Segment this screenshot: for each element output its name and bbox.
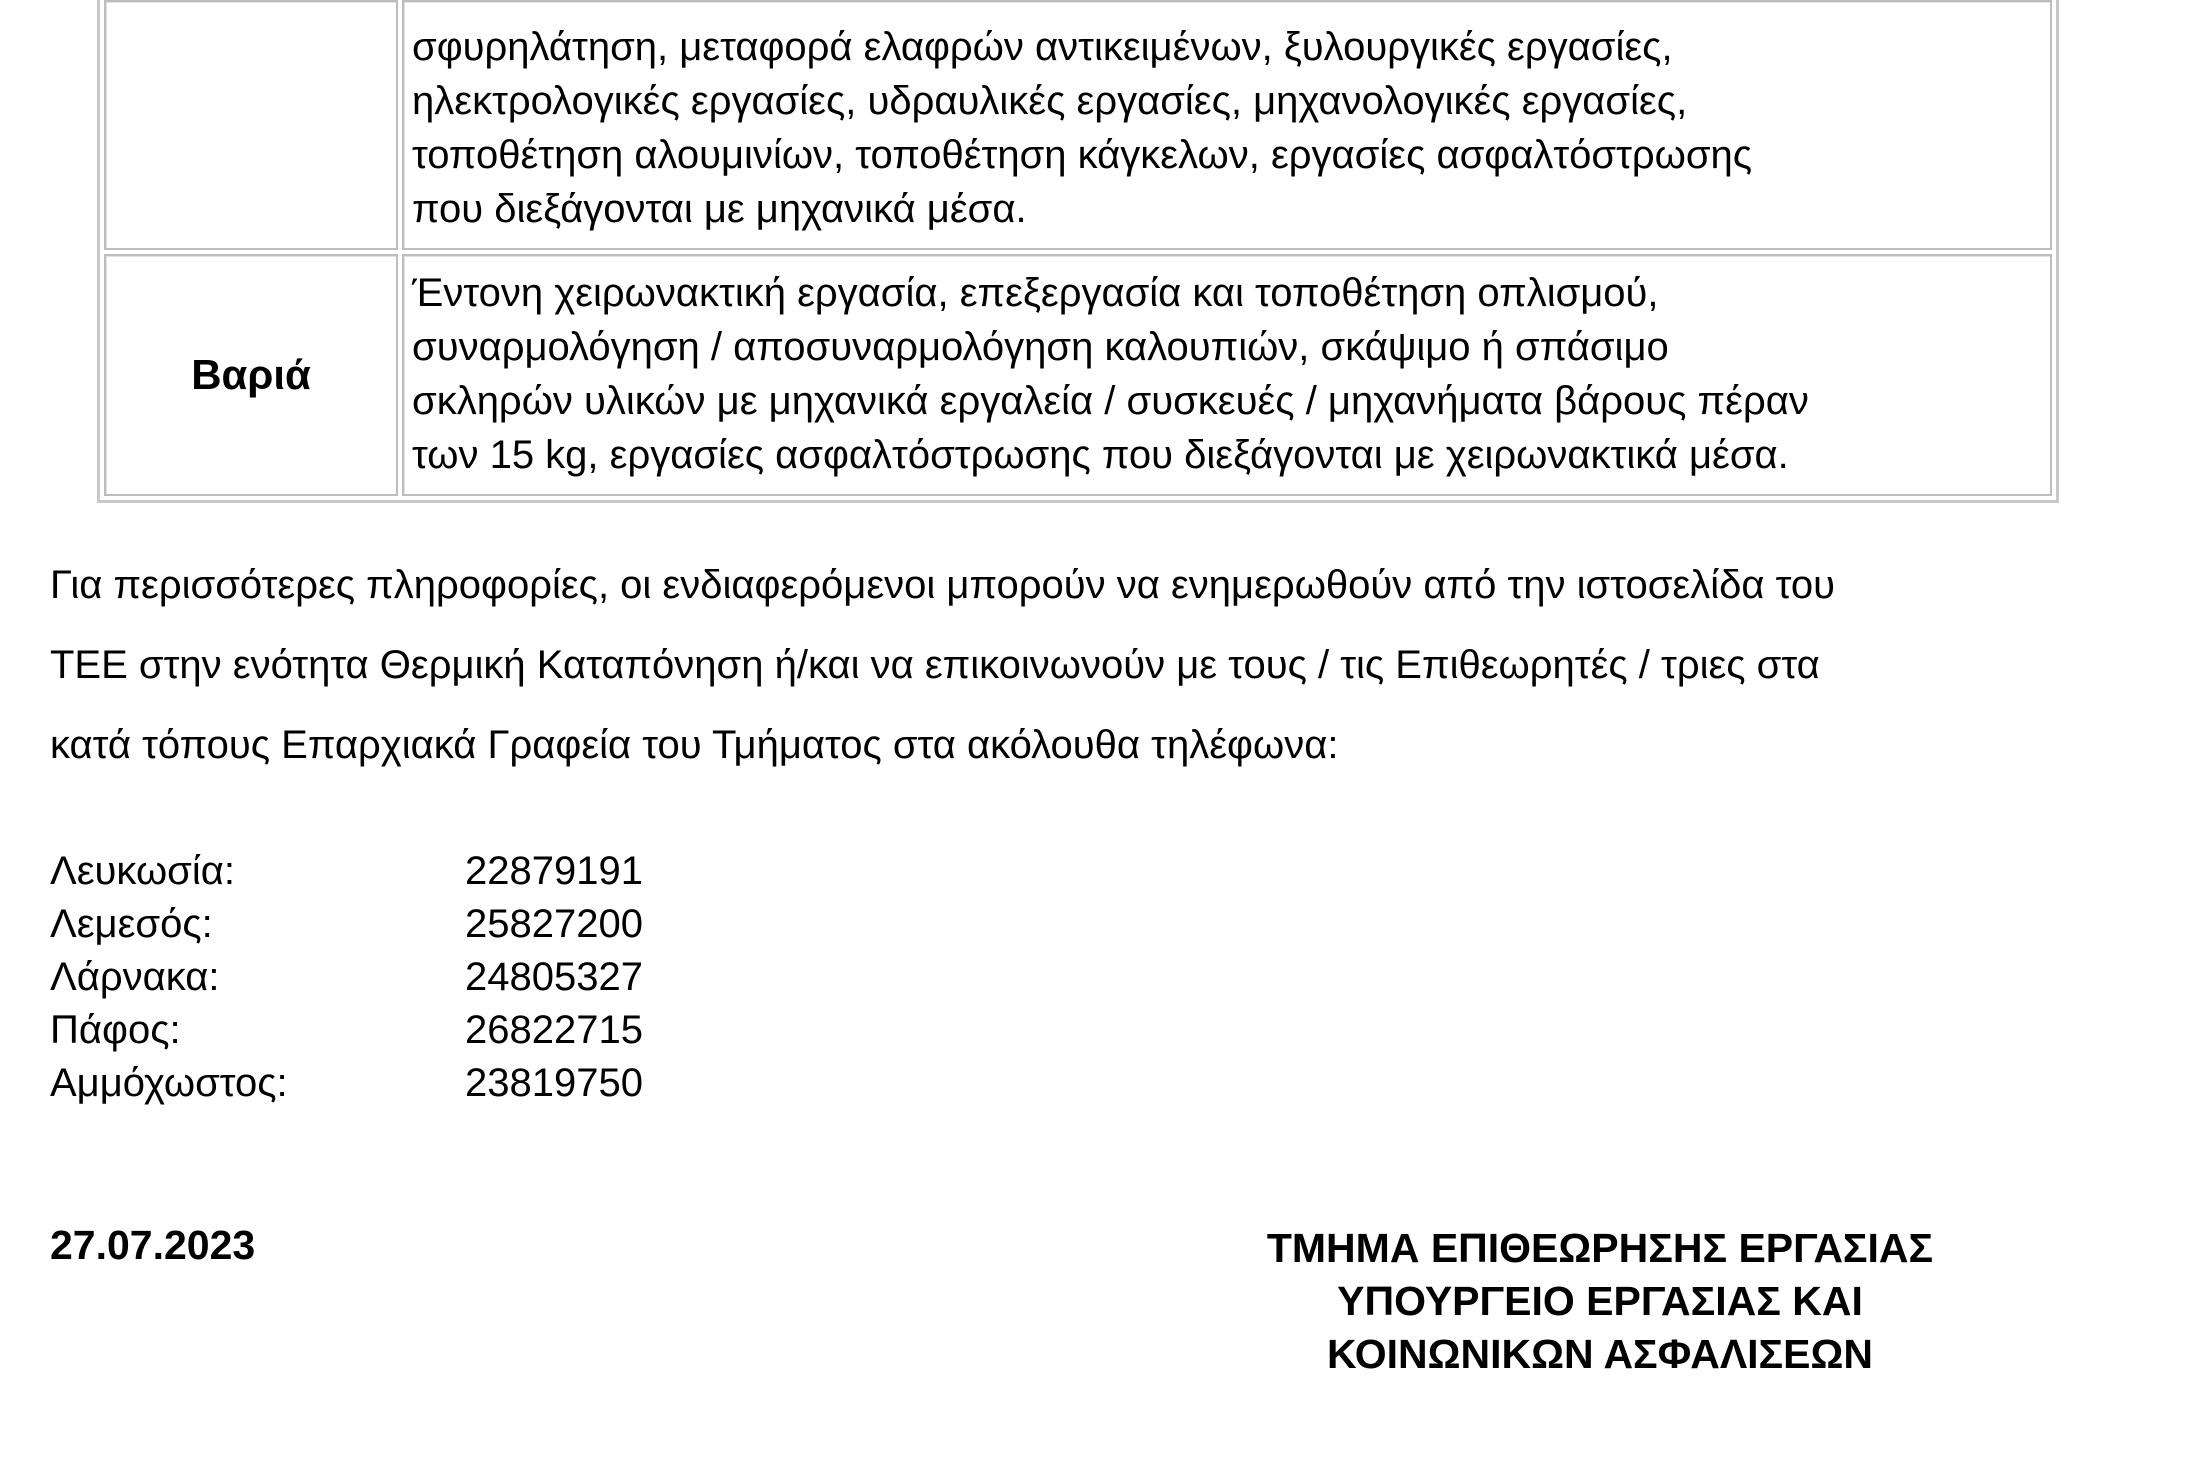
description-line: των 15 kg, εργασίες ασφαλτόστρωσης που διεξάγονται με χειρωνακτικά μέσα. — [412, 433, 1789, 477]
document-date: 27.07.2023 — [50, 1222, 256, 1268]
signature-line: ΥΠΟΥΡΓΕΙΟ ΕΡΓΑΣΙΑΣ ΚΑΙ — [1337, 1278, 1863, 1324]
phone-row — [50, 1004, 643, 1057]
description-line: τοποθέτηση αλουμινίων, τοποθέτηση κάγκελων, εργασίες ασφαλτόστρωσης — [412, 133, 1753, 177]
phone-city: Πάφος: — [50, 1008, 181, 1052]
phone-city: Λευκωσία: — [50, 849, 235, 893]
phone-row — [50, 951, 643, 1004]
phone-number: 25827200 — [465, 902, 643, 946]
info-line: ΤΕΕ στην ενότητα Θερμική Καταπόνηση ή/και να επικοινωνούν με τους / τις Επιθεωρητές / τριες στα — [50, 643, 1820, 687]
category-description-cell — [402, 0, 2052, 250]
info-line: κατά τόπους Επαρχιακά Γραφεία του Τμήματος στα ακόλουθα τηλέφωνα: — [50, 723, 1339, 767]
signature-block — [1150, 1222, 2050, 1381]
phone-city: Λεμεσός: — [50, 902, 213, 946]
category-description-cell — [402, 254, 2052, 496]
table-row — [104, 0, 2052, 250]
description-line: Έντονη χειρωνακτική εργασία, επεξεργασία και τοποθέτηση οπλισμού, — [412, 271, 1659, 315]
info-paragraph — [50, 545, 2140, 785]
description-line: σφυρηλάτηση, μεταφορά ελαφρών αντικειμένων, ξυλουργικές εργασίες, — [412, 25, 1673, 69]
signature-line: ΤΜΗΜΑ ΕΠΙΘΕΩΡΗΣΗΣ ΕΡΓΑΣΙΑΣ — [1266, 1225, 1934, 1271]
phone-city: Λάρνακα: — [50, 955, 220, 999]
description-line: συναρμολόγηση / αποσυναρμολόγηση καλουπιών, σκάψιμο ή σπάσιμο — [412, 325, 1669, 369]
phone-number: 22879191 — [465, 849, 643, 893]
info-line: Για περισσότερες πληροφορίες, οι ενδιαφερόμενοι μπορούν να ενημερωθούν από την ιστοσελίδα του — [50, 563, 1835, 607]
description-line: που διεξάγονται με μηχανικά μέσα. — [412, 187, 1027, 231]
description-line: σκληρών υλικών με μηχανικά εργαλεία / συσκευές / μηχανήματα βάρους πέραν — [412, 379, 1809, 423]
signature-line: ΚΟΙΝΩΝΙΚΩΝ ΑΣΦΑΛΙΣΕΩΝ — [1327, 1331, 1873, 1377]
phone-list — [50, 845, 643, 1110]
phone-number: 26822715 — [465, 1008, 643, 1052]
phone-number: 24805327 — [465, 955, 643, 999]
phone-number: 23819750 — [465, 1061, 643, 1105]
table-row — [104, 254, 2052, 496]
category-label-cell: Βαριά — [104, 254, 398, 496]
phone-row — [50, 845, 643, 898]
phone-row — [50, 1057, 643, 1110]
phone-city: Αμμόχωστος: — [50, 1061, 288, 1105]
work-category-table — [97, 0, 2059, 503]
category-label-cell — [104, 0, 398, 250]
phone-row — [50, 898, 643, 951]
description-line: ηλεκτρολογικές εργασίες, υδραυλικές εργασίες, μηχανολογικές εργασίες, — [412, 79, 1688, 123]
